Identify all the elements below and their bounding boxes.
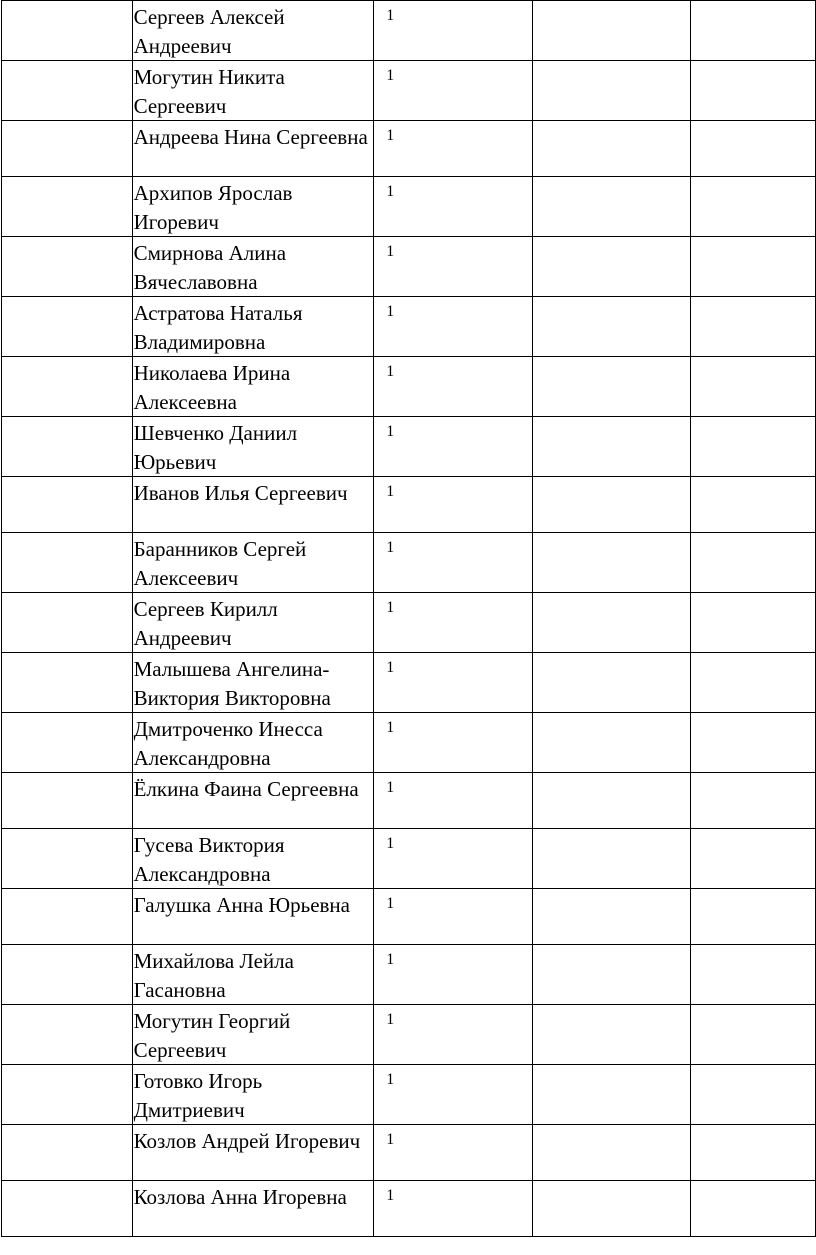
table-row xyxy=(2,829,816,889)
student-name-cell: Сергеев Кирилл Андреевич xyxy=(132,593,374,653)
empty-cell xyxy=(691,533,816,593)
table-row xyxy=(2,593,816,653)
row-blank-cell xyxy=(2,477,133,533)
empty-cell xyxy=(691,593,816,653)
empty-cell xyxy=(691,177,816,237)
value-cell: 1 xyxy=(374,417,533,477)
empty-cell xyxy=(532,1181,691,1237)
empty-cell xyxy=(532,773,691,829)
empty-cell xyxy=(532,1065,691,1125)
student-name-cell: Дмитроченко Инесса Александровна xyxy=(132,713,374,773)
table-row xyxy=(2,1,816,61)
table-row xyxy=(2,417,816,477)
empty-cell xyxy=(691,773,816,829)
student-name-cell: Астратова Наталья Владимировна xyxy=(132,297,374,357)
student-name-cell: Готовко Игорь Дмитриевич xyxy=(132,1065,374,1125)
empty-cell xyxy=(532,533,691,593)
row-blank-cell xyxy=(2,357,133,417)
value-cell: 1 xyxy=(374,121,533,177)
empty-cell xyxy=(691,653,816,713)
row-blank-cell xyxy=(2,533,133,593)
value-cell: 1 xyxy=(374,1125,533,1181)
empty-cell xyxy=(532,889,691,945)
empty-cell xyxy=(532,1005,691,1065)
empty-cell xyxy=(532,653,691,713)
value-cell: 1 xyxy=(374,533,533,593)
empty-cell xyxy=(691,237,816,297)
table-row xyxy=(2,477,816,533)
table-row xyxy=(2,177,816,237)
empty-cell xyxy=(532,61,691,121)
row-blank-cell xyxy=(2,713,133,773)
value-cell: 1 xyxy=(374,357,533,417)
empty-cell xyxy=(691,1005,816,1065)
value-cell: 1 xyxy=(374,1065,533,1125)
empty-cell xyxy=(691,1125,816,1181)
row-blank-cell xyxy=(2,593,133,653)
row-blank-cell xyxy=(2,1181,133,1237)
empty-cell xyxy=(532,417,691,477)
empty-cell xyxy=(532,829,691,889)
empty-cell xyxy=(532,297,691,357)
empty-cell xyxy=(691,121,816,177)
empty-cell xyxy=(691,945,816,1005)
table-row xyxy=(2,653,816,713)
table-row xyxy=(2,773,816,829)
table-row xyxy=(2,121,816,177)
student-name-cell: Шевченко Даниил Юрьевич xyxy=(132,417,374,477)
table-row xyxy=(2,1005,816,1065)
empty-cell xyxy=(691,713,816,773)
student-name-cell: Могутин Никита Сергеевич xyxy=(132,61,374,121)
row-blank-cell xyxy=(2,1065,133,1125)
row-blank-cell xyxy=(2,1,133,61)
student-name-cell: Могутин Георгий Сергеевич xyxy=(132,1005,374,1065)
empty-cell xyxy=(691,889,816,945)
row-blank-cell xyxy=(2,653,133,713)
value-cell: 1 xyxy=(374,1005,533,1065)
table-row xyxy=(2,61,816,121)
table-row xyxy=(2,357,816,417)
value-cell: 1 xyxy=(374,1181,533,1237)
value-cell: 1 xyxy=(374,653,533,713)
student-table-body xyxy=(2,1,816,1237)
row-blank-cell xyxy=(2,121,133,177)
table-row xyxy=(2,297,816,357)
student-name-cell: Иванов Илья Сергеевич xyxy=(132,477,374,533)
table-row xyxy=(2,713,816,773)
student-name-cell: Козлова Анна Игоревна xyxy=(132,1181,374,1237)
student-name-cell: Гусева Виктория Александровна xyxy=(132,829,374,889)
empty-cell xyxy=(691,61,816,121)
empty-cell xyxy=(532,177,691,237)
empty-cell xyxy=(532,477,691,533)
row-blank-cell xyxy=(2,945,133,1005)
student-name-cell: Архипов Ярослав Игоревич xyxy=(132,177,374,237)
row-blank-cell xyxy=(2,177,133,237)
table-row xyxy=(2,1065,816,1125)
empty-cell xyxy=(532,121,691,177)
student-name-cell: Баранников Сергей Алексеевич xyxy=(132,533,374,593)
empty-cell xyxy=(532,357,691,417)
empty-cell xyxy=(532,237,691,297)
row-blank-cell xyxy=(2,61,133,121)
row-blank-cell xyxy=(2,1125,133,1181)
table-row xyxy=(2,237,816,297)
empty-cell xyxy=(691,829,816,889)
student-name-cell: Андреева Нина Сергеевна xyxy=(132,121,374,177)
student-table xyxy=(1,0,816,1237)
empty-cell xyxy=(691,417,816,477)
empty-cell xyxy=(691,477,816,533)
table-row xyxy=(2,945,816,1005)
value-cell: 1 xyxy=(374,177,533,237)
student-name-cell: Михайлова Лейла Гасановна xyxy=(132,945,374,1005)
empty-cell xyxy=(532,713,691,773)
value-cell: 1 xyxy=(374,713,533,773)
empty-cell xyxy=(532,1,691,61)
table-row xyxy=(2,1125,816,1181)
row-blank-cell xyxy=(2,829,133,889)
row-blank-cell xyxy=(2,889,133,945)
row-blank-cell xyxy=(2,417,133,477)
value-cell: 1 xyxy=(374,593,533,653)
value-cell: 1 xyxy=(374,829,533,889)
empty-cell xyxy=(691,1181,816,1237)
student-name-cell: Николаева Ирина Алексеевна xyxy=(132,357,374,417)
empty-cell xyxy=(532,945,691,1005)
value-cell: 1 xyxy=(374,477,533,533)
empty-cell xyxy=(532,1125,691,1181)
table-row xyxy=(2,1181,816,1237)
student-name-cell: Смирнова Алина Вячеславовна xyxy=(132,237,374,297)
table-row xyxy=(2,533,816,593)
empty-cell xyxy=(691,297,816,357)
value-cell: 1 xyxy=(374,1,533,61)
student-name-cell: Малышева Ангелина-Виктория Викторовна xyxy=(132,653,374,713)
student-name-cell: Ёлкина Фаина Сергеевна xyxy=(132,773,374,829)
value-cell: 1 xyxy=(374,889,533,945)
student-name-cell: Сергеев Алексей Андреевич xyxy=(132,1,374,61)
table-row xyxy=(2,889,816,945)
empty-cell xyxy=(691,1065,816,1125)
empty-cell xyxy=(691,1,816,61)
row-blank-cell xyxy=(2,237,133,297)
student-name-cell: Козлов Андрей Игоревич xyxy=(132,1125,374,1181)
row-blank-cell xyxy=(2,1005,133,1065)
row-blank-cell xyxy=(2,773,133,829)
student-name-cell: Галушка Анна Юрьевна xyxy=(132,889,374,945)
value-cell: 1 xyxy=(374,773,533,829)
empty-cell xyxy=(532,593,691,653)
row-blank-cell xyxy=(2,297,133,357)
value-cell: 1 xyxy=(374,61,533,121)
value-cell: 1 xyxy=(374,945,533,1005)
value-cell: 1 xyxy=(374,297,533,357)
empty-cell xyxy=(691,357,816,417)
value-cell: 1 xyxy=(374,237,533,297)
